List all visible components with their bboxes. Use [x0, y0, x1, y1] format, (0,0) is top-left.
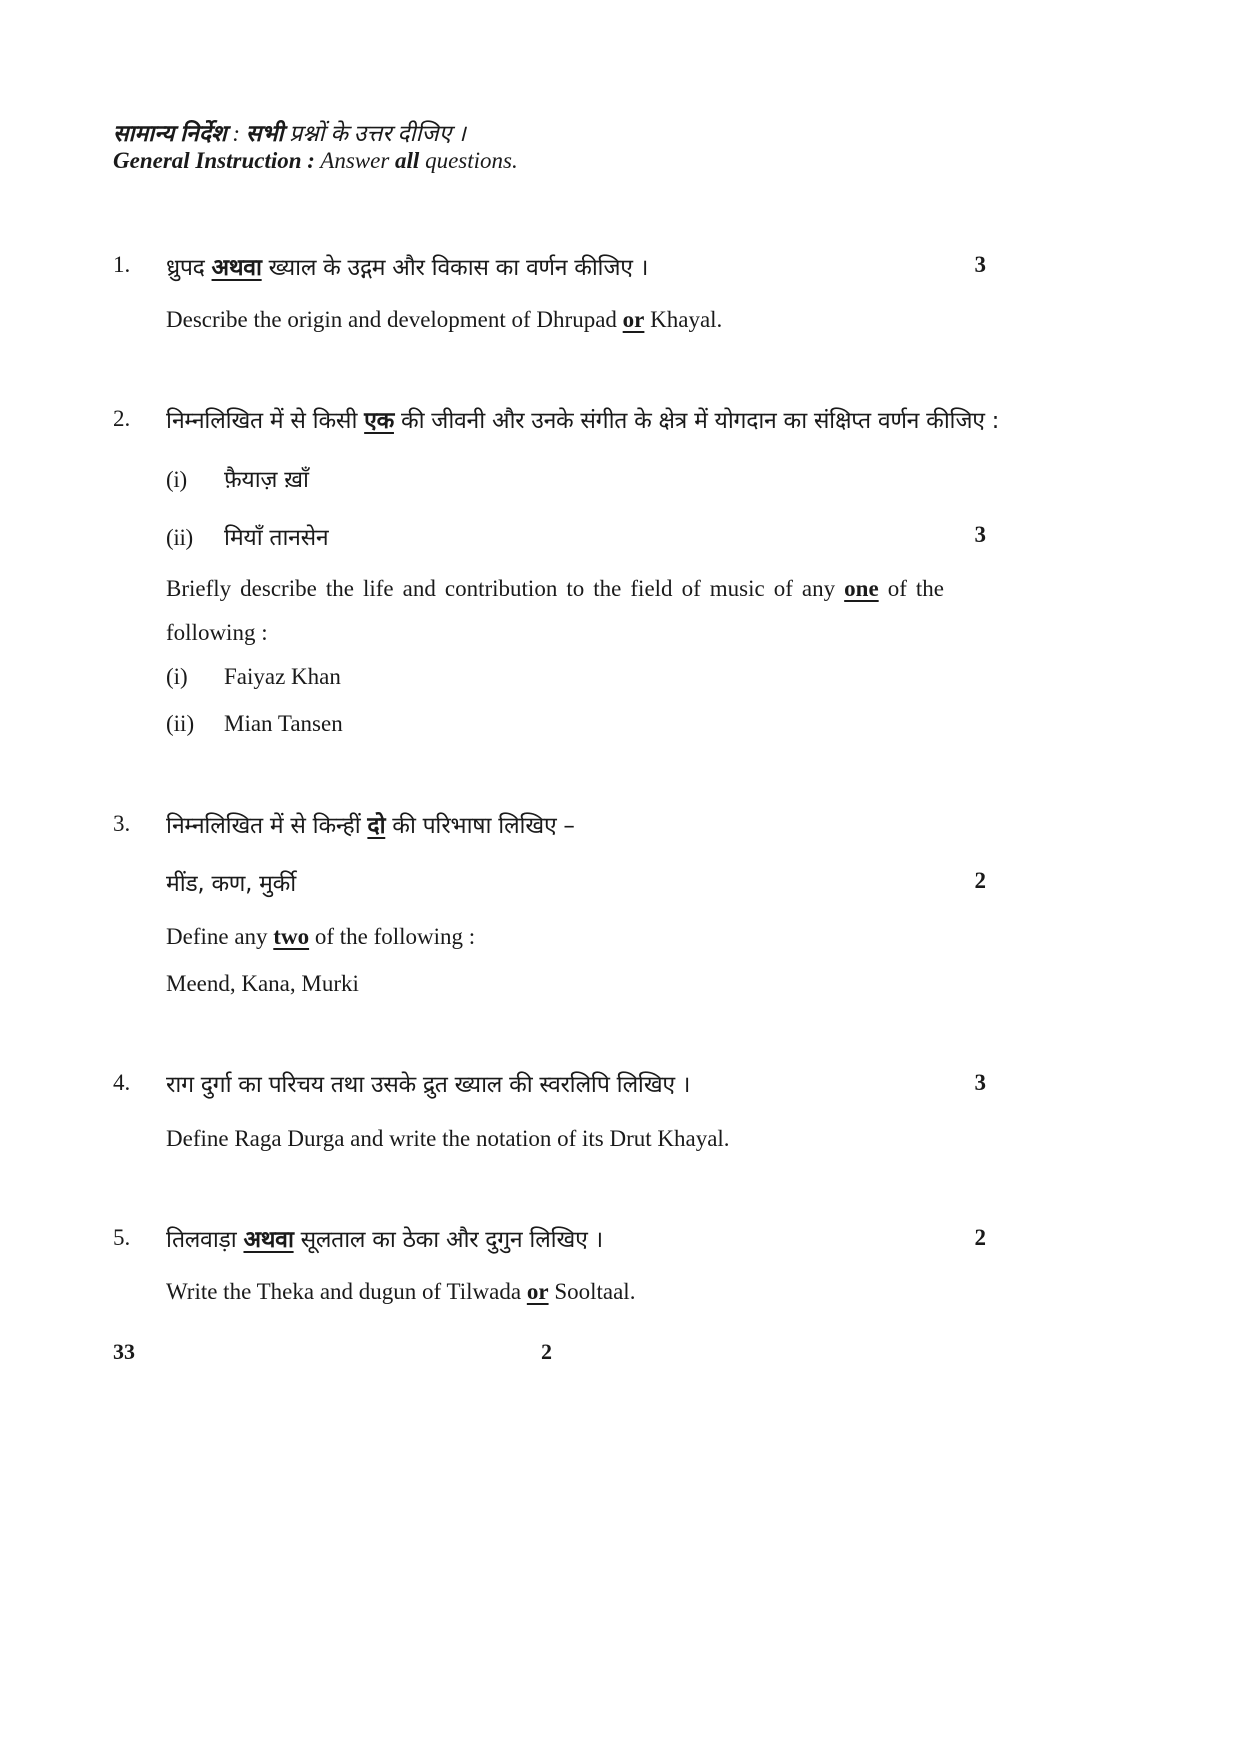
question-5-english — [166, 1279, 635, 1305]
question-2-english-option-2 — [166, 711, 343, 737]
question-2-number: 2. — [113, 406, 131, 431]
q2-hindi-emphasis: एक — [364, 408, 394, 434]
q3-english-pre: Define any — [166, 924, 274, 949]
instruction-hindi-label: सामान्य निर्देश — [113, 121, 227, 146]
question-4-english: Define Raga Durga and write the notation of its Drut Khayal. — [166, 1126, 730, 1151]
footer-page-number: 2 — [541, 1339, 552, 1364]
question-2-hindi-option-1 — [166, 462, 309, 494]
q2-hindi-option-1-label: (i) — [166, 467, 187, 492]
instruction-english-label: General Instruction : — [113, 148, 315, 173]
q1-hindi-emphasis: अथवा — [211, 255, 262, 281]
q1-english-pre: Describe the origin and development of Dhrupad — [166, 307, 623, 332]
instruction-hindi-rest: प्रश्नों के उत्तर दीजिए । — [283, 121, 466, 146]
question-3-english-terms: Meend, Kana, Murki — [166, 971, 359, 996]
q2-hindi-option-2-label: (ii) — [166, 525, 193, 550]
question-3-marks: 2 — [974, 868, 986, 893]
question-2-hindi-option-2 — [166, 520, 328, 552]
q2-english-post: of the following : — [166, 576, 944, 645]
q2-hindi-pre: निम्नलिखित में से किसी — [166, 408, 365, 434]
question-2-english — [166, 567, 944, 655]
q5-hindi-emphasis: अथवा — [243, 1227, 294, 1253]
question-5-hindi — [166, 1222, 603, 1254]
q5-english-pre: Write the Theka and dugun of Tilwada — [166, 1279, 527, 1304]
instruction-hindi-bold: सभी — [245, 121, 284, 146]
question-2-marks: 3 — [974, 522, 986, 547]
q3-hindi-post: की परिभाषा लिखिए – — [385, 813, 575, 839]
instruction-english-pre: Answer — [314, 148, 396, 173]
q1-english-post: Khayal. — [644, 307, 723, 332]
q5-hindi-post: सूलताल का ठेका और दुगुन लिखिए । — [293, 1227, 603, 1253]
q2-english-option-1-label: (i) — [166, 664, 188, 689]
footer-paper-code: 33 — [113, 1339, 135, 1364]
q2-english-option-2-text: Mian Tansen — [224, 711, 343, 736]
question-3-hindi-terms: मींड, कण, मुर्की — [166, 871, 296, 897]
question-4-marks: 3 — [974, 1070, 986, 1095]
question-5-number: 5. — [113, 1225, 131, 1250]
question-5-marks: 2 — [974, 1225, 986, 1250]
q3-english-emphasis: two — [273, 924, 310, 949]
instruction-english-post: questions. — [419, 148, 518, 173]
q3-english-post: of the following : — [309, 924, 476, 949]
q3-hindi-pre: निम्नलिखित में से किन्हीं — [166, 813, 368, 839]
instruction-english-bold: all — [395, 148, 420, 173]
q5-english-emphasis: or — [526, 1279, 549, 1304]
question-4-number: 4. — [113, 1070, 131, 1095]
instruction-english — [113, 148, 518, 174]
question-2-hindi — [166, 403, 999, 435]
question-3-english — [166, 924, 475, 950]
instruction-hindi — [113, 116, 466, 148]
instruction-hindi-colon: : — [226, 121, 246, 146]
q3-hindi-emphasis: दो — [367, 813, 386, 839]
q2-english-option-2-label: (ii) — [166, 711, 195, 736]
q2-hindi-option-1-text: फ़ैयाज़ ख़ाँ — [224, 467, 309, 493]
q2-hindi-post: की जीवनी और उनके संगीत के क्षेत्र में योगदान का संक्षिप्त वर्णन कीजिए : — [393, 408, 1000, 434]
question-4-hindi: राग दुर्गा का परिचय तथा उसके द्रुत ख्याल की स्वरलिपि लिखिए । — [166, 1072, 691, 1098]
q2-english-option-1-text: Faiyaz Khan — [224, 664, 341, 689]
question-2-english-option-1 — [166, 664, 341, 690]
q1-english-emphasis: or — [622, 307, 645, 332]
question-1-number: 1. — [113, 252, 131, 277]
q5-hindi-pre: तिलवाड़ा — [166, 1227, 244, 1253]
question-3-number: 3. — [113, 811, 131, 836]
q5-english-post: Sooltaal. — [548, 1279, 636, 1304]
q2-hindi-option-2-text: मियाँ तानसेन — [224, 525, 329, 551]
question-3-hindi — [166, 808, 575, 840]
question-1-english — [166, 307, 722, 333]
question-1-hindi — [166, 250, 648, 282]
q1-hindi-pre: ध्रुपद — [166, 255, 212, 281]
q2-english-emphasis: one — [844, 576, 879, 601]
q1-hindi-post: ख्याल के उद्गम और विकास का वर्णन कीजिए । — [261, 255, 649, 281]
question-1-marks: 3 — [974, 252, 986, 277]
q2-english-pre: Briefly describe the life and contribution to the field of music of any — [166, 576, 845, 601]
